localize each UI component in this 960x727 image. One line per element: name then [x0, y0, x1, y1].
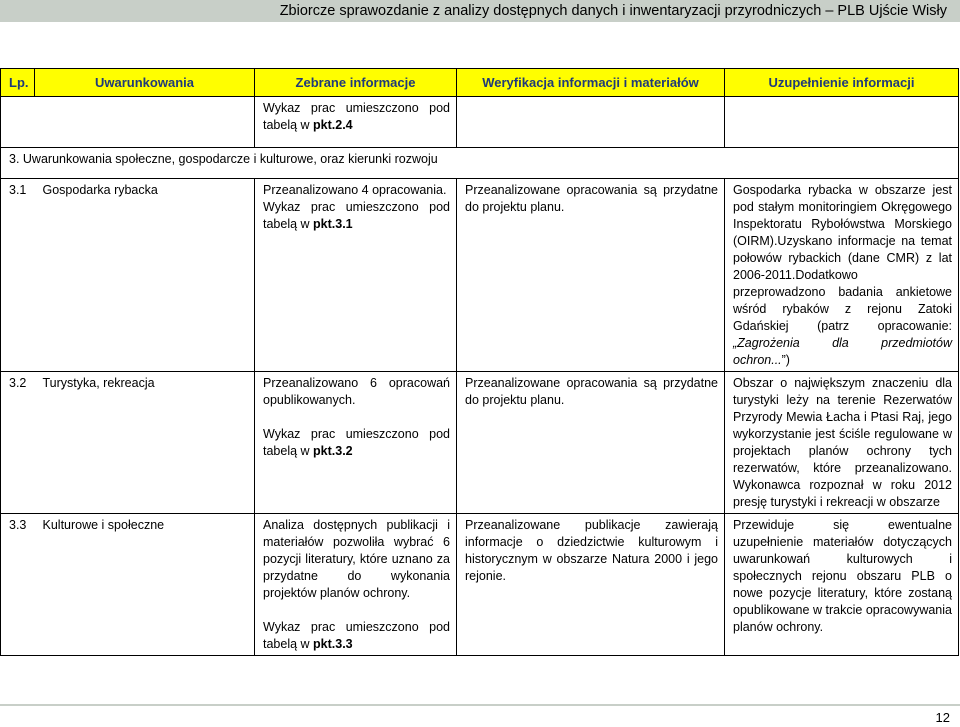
table-row [1, 514, 959, 656]
collected-text: Analiza dostępnych publikacji i materiałów pozwoliła wybrać 6 pozycji literatury, które uznano za przydatne do wykonania projektów planów ochrony. [263, 518, 450, 600]
note-text: Wykaz prac umieszczono pod tabelą w [263, 200, 450, 231]
row-collected [255, 514, 457, 656]
supplement-end: ”) [781, 353, 790, 367]
report-table [0, 68, 959, 656]
row-collected [255, 179, 457, 372]
row-collected [255, 372, 457, 514]
carry-over-note [255, 97, 457, 148]
header-lp: Lp. [1, 69, 35, 97]
header-weryfikacja: Weryfikacja informacji i materiałów [457, 69, 725, 97]
row-verification: Przeanalizowane opracowania są przydatne do projektu planu. [457, 179, 725, 372]
note-pkt: pkt.3.2 [313, 444, 353, 458]
header-uwarunkowania: Uwarunkowania [35, 69, 255, 97]
section-row [1, 148, 959, 179]
table-header-row [1, 69, 959, 97]
header-uzupelnienie: Uzupełnienie informacji [725, 69, 959, 97]
header-zebrane-informacje: Zebrane informacje [255, 69, 457, 97]
page-number: 12 [935, 710, 950, 725]
document-header-title: Zbiorcze sprawozdanie z analizy dostępnych danych i inwentaryzacji przyrodniczych – PLB Ujście Wisły [0, 0, 960, 22]
row-number: 3.1 [1, 179, 35, 372]
row-name: Kulturowe i społeczne [35, 514, 255, 656]
section-label: 3. Uwarunkowania społeczne, gospodarcze i kulturowe, oraz kierunki rozwoju [1, 148, 959, 179]
collected-text: Przeanalizowano 4 opracowania. [263, 183, 447, 197]
supplement-text: Gospodarka rybacka w obszarze jest pod stałym monitoringiem Okręgowego Inspektoratu Rybołówstwa Morskiego (OIRM).Uzyskano informacje na temat połowów rybackich (dane CMR) z lat 2006-2011.Dodatkowo przeprowadzono badania ankietowe wśród rybaków z rejonu Zatoki Gdańskiej (patrz opracowanie: [733, 183, 952, 333]
row-number: 3.3 [1, 514, 35, 656]
table-row [1, 179, 959, 372]
row-name: Turystyka, rekreacja [35, 372, 255, 514]
row-number: 3.2 [1, 372, 35, 514]
row-supplement: Przewiduje się ewentualne uzupełnienie materiałów dotyczących uwarunkowań kulturowych i społecznych rejonu obszaru PLB o nowe pozycje literatury, które zostaną opublikowane w trakcie opracowywania planów ochrony. [725, 514, 959, 656]
row-verification: Przeanalizowane publikacje zawierają informacje o dziedzictwie kulturowym i historycznym w obszarze Natura 2000 i jego rejonie. [457, 514, 725, 656]
collected-text: Przeanalizowano 6 opracowań opublikowanych. [263, 376, 450, 407]
row-name: Gospodarka rybacka [35, 179, 255, 372]
carry-over-row [1, 97, 959, 148]
row-verification: Przeanalizowane opracowania są przydatne do projektu planu. [457, 372, 725, 514]
row-supplement: Obszar o największym znaczeniu dla turystyki leży na terenie Rezerwatów Przyrody Mewia Łacha i Ptasi Raj, jego wykorzystanie jest ściśle regulowane w projektach planów ochrony tych rezerwatów, które przeanalizowano. Wykonawca rozpoznał w roku 2012 presję turystyki i rekreacji w obszarze [725, 372, 959, 514]
row-supplement [725, 179, 959, 372]
note-text: Wykaz prac umieszczono pod tabelą w [263, 620, 450, 651]
footer-divider [0, 704, 960, 706]
note-pkt: pkt.2.4 [313, 118, 353, 132]
note-text: Wykaz prac umieszczono pod tabelą w [263, 427, 450, 458]
note-text: Wykaz prac umieszczono pod tabelą w [263, 101, 450, 132]
table-row [1, 372, 959, 514]
note-pkt: pkt.3.1 [313, 217, 353, 231]
supplement-italic: „Zagrożenia dla przedmiotów ochron... [733, 336, 952, 367]
note-pkt: pkt.3.3 [313, 637, 353, 651]
